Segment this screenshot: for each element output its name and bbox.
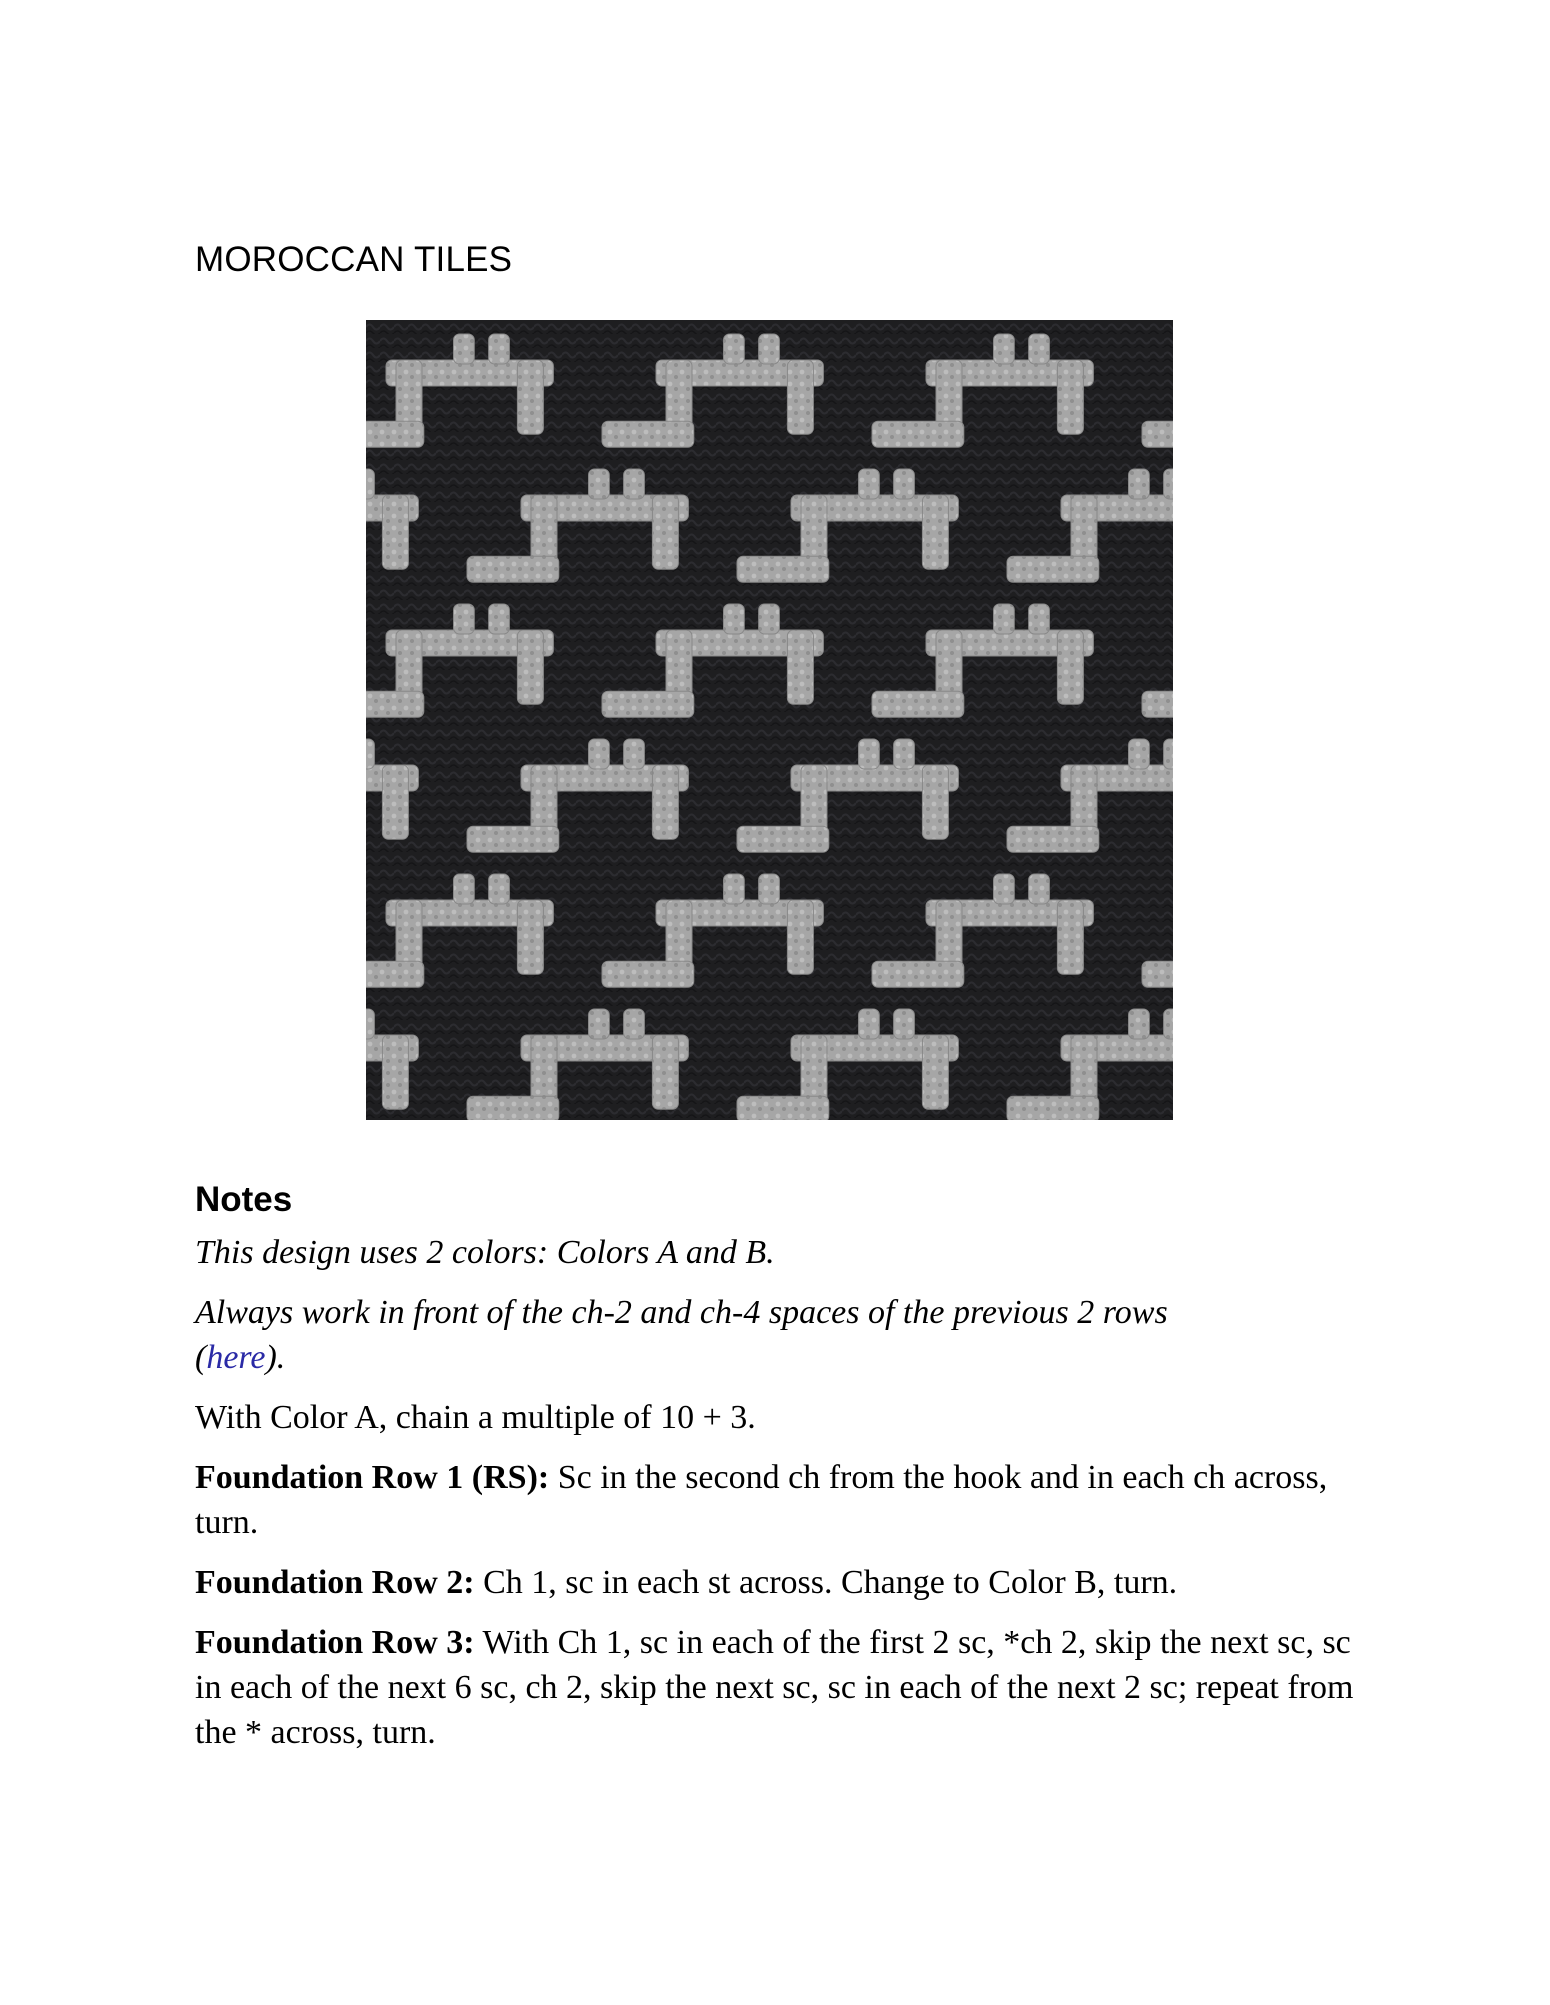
note-paren-close: ). [265, 1339, 286, 1376]
notes-heading: Notes [195, 1180, 293, 1219]
chain-instruction: With Color A, chain a multiple of 10 + 3. [195, 1399, 756, 1436]
foundation-row-3 [195, 1620, 1375, 1755]
foundation-row-1 [195, 1455, 1375, 1545]
page-title: MOROCCAN TILES [195, 240, 513, 279]
row-label: Foundation Row 3: [195, 1624, 475, 1661]
foundation-row-2 [195, 1560, 1375, 1605]
note-work-in-front [195, 1290, 1375, 1380]
note-colors: This design uses 2 colors: Colors A and B. [195, 1234, 775, 1271]
note-work-in-front-text: Always work in front of the ch-2 and ch-4 spaces of the previous 2 rows [195, 1294, 1168, 1331]
stitch-swatch-image [366, 320, 1173, 1120]
row-label: Foundation Row 2: [195, 1564, 475, 1601]
row-text: Ch 1, sc in each st across. Change to Color B, turn. [474, 1564, 1178, 1601]
row-label: Foundation Row 1 (RS): [195, 1459, 550, 1496]
row-text: With Ch 1, sc in each of the first 2 sc, *ch 2, skip the next sc, sc in each of the next 6 sc, ch 2, skip the next sc, sc in each of the next 2 sc; repeat from the * across, turn. [195, 1624, 1354, 1751]
here-link[interactable]: here [206, 1339, 266, 1376]
note-paren-open: ( [195, 1339, 207, 1376]
row-text: Sc in the second ch from the hook and in each ch across, turn. [195, 1459, 1328, 1541]
